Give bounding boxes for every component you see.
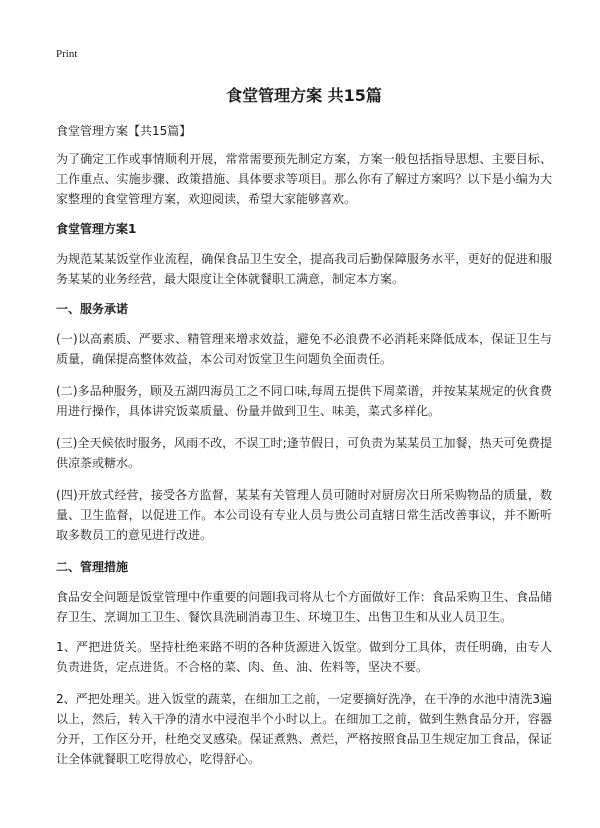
plan1-paragraph: 为规范某某饭堂作业流程，确保食品卫生安全，提高我司后勤保障服务水平，更好的促进和服务某某的业务经营，最大限度让全体就餐职工满意，制定本方案。 (56, 252, 552, 286)
commitment-item-3: (三)全天候依时服务，风雨不改，不误工时;逢节假日，可负责为某某员工加餐，热天可免费提供凉茶或糖水。 (56, 436, 552, 470)
service-commitment-heading: 一、服务承诺 (56, 302, 129, 316)
plan1-heading: 食堂管理方案1 (56, 222, 137, 236)
page-title: 食堂管理方案 共15篇 (226, 86, 382, 105)
measure-item-1: 1、严把进货关。坚持杜绝来路不明的各种货源进入饭堂。做到分工具体，责任明确，由专人负责进货，定点进货。不合格的菜、肉、鱼、油、佐料等，坚决不要。 (56, 640, 552, 674)
measures-intro-paragraph: 食品安全问题是饭堂管理中作重要的问题l我司将从七个方面做好工作：食品采购卫生、食品储存卫生、烹调加工卫生、餐饮具洗刷消毒卫生、环境卫生、出售卫生和从业人员卫生。 (56, 590, 552, 624)
intro-paragraph: 为了确定工作或事情顺利开展，常常需要预先制定方案，方案一般包括指导思想、主要目标、工作重点、实施步骤、政策措施、具体要求等项目。那么你有了解过方案吗？以下是小编为大家整理的食堂管理方案，欢迎阅读，希望大家能够喜欢。 (56, 152, 552, 206)
commitment-item-4: (四)开放式经营，接受各方监督，某某有关管理人员可随时对厨房次日所采购物品的质量，数量、卫生监督，以促进工作。本公司设有专业人员与贵公司直辖日常生活改善事议，并不断听取多数员工的意见进行改进。 (56, 488, 552, 542)
document-subtitle: 食堂管理方案【共15篇】 (56, 124, 192, 138)
commitment-item-2: (二)多品种服务，顾及五湖四海员工之不同口味,每周五提供下周菜谱，并按某某规定的伙食费用进行操作，具体讲究饭菜质量、份量并做到卫生、味美，菜式多样化。 (56, 384, 552, 418)
print-link[interactable]: Print (56, 48, 78, 60)
commitment-item-1: (一)以高素质、严要求、精管理来增求效益，避免不必浪费不必消耗来降低成本，保证卫生与质量，确保提高整体效益，本公司对饭堂卫生问题负全面责任。 (56, 332, 552, 366)
management-measures-heading: 二、管理措施 (56, 560, 129, 574)
measure-item-2: 2、严把处理关。进入饭堂的蔬菜，在细加工之前，一定要摘好洗净，在干净的水池中清洗3遍以上，然后，转入干净的清水中浸泡半个小时以上。在细加工之前，做到生熟食品分开，容器分开，工作区分开，杜绝交叉感染。保证煮熟、煮烂，严格按照食品卫生规定加工食品，保证让全体就餐职工吃得放心，吃得舒心。 (56, 692, 552, 766)
